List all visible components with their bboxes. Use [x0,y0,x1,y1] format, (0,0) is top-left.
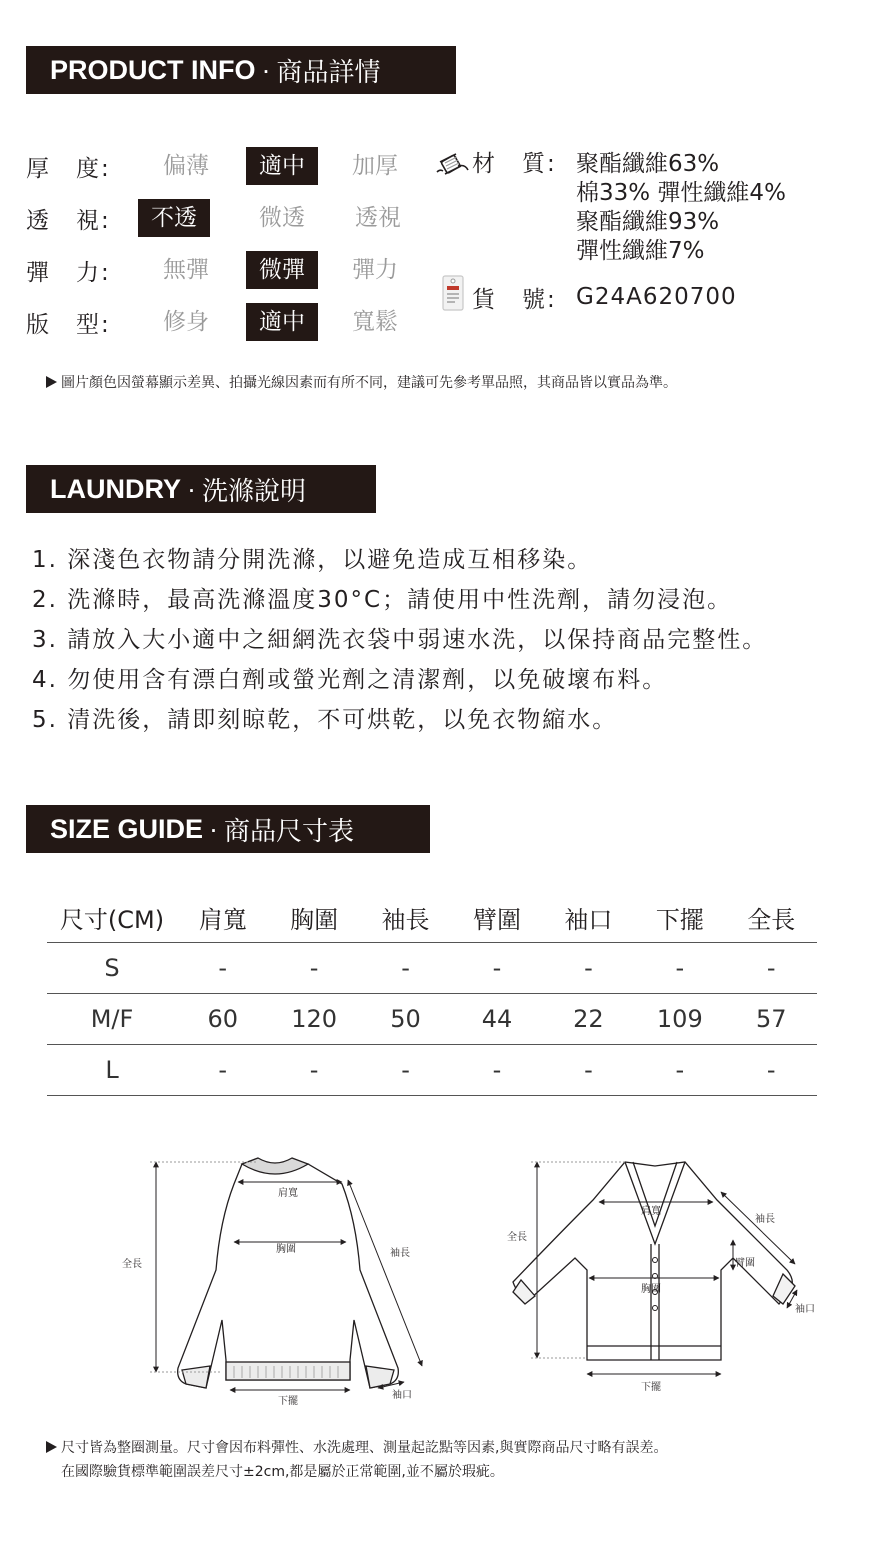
laundry-header-zh: 洗滌說明 [202,476,307,507]
sku-value: G24A620700 [576,284,737,310]
laundry-item: 3. 請放入大小適中之細網洗衣袋中弱速水洗，以保持商品完整性。 [32,627,768,653]
length-label: 全長 [507,1232,527,1243]
size-note-line: 尺寸皆為整圈測量。尺寸會因布料彈性、水洗處理、測量起訖點等因素,與實際商品尺寸略有誤差。 [61,1440,668,1456]
sleeve-label: 袖長 [755,1214,775,1225]
size-cell: - [543,1044,634,1095]
size-cell: - [543,942,634,993]
laundry-list [32,540,767,740]
length-label: 全長 [122,1259,142,1270]
size-table-header-row [47,893,817,942]
size-cell: 50 [360,993,451,1044]
triangle-bullet-icon [46,376,57,388]
size-table [47,893,817,1096]
size-cell: - [360,1044,451,1095]
attr-option: 寬鬆 [352,309,398,335]
chest-label: 胸圍 [641,1284,661,1295]
product-info-header [26,46,456,94]
header-separator: · [187,473,196,504]
product-info-header-en: PRODUCT INFO [50,54,256,85]
laundry-item: 2. 洗滌時，最高洗滌溫度30°C；請使用中性洗劑，請勿浸泡。 [32,587,733,613]
material-label: 材 質: [472,151,557,177]
size-note-line: 在國際驗貨標準範圍誤差尺寸±2cm,都是屬於正常範圍,並不屬於瑕疵。 [61,1464,504,1480]
size-cell: 109 [634,993,725,1044]
size-cell: - [177,1044,268,1095]
size-cell: L [47,1044,177,1095]
size-cell: - [177,942,268,993]
size-cell: S [47,942,177,993]
table-row [47,1044,817,1095]
size-cell: - [726,942,817,993]
sku-label: 貨 號: [472,286,557,313]
attr-option: 彈力 [352,257,398,283]
table-row [47,993,817,1044]
header-separator: · [261,54,271,85]
sleeve-measure-line [348,1180,422,1366]
size-cell: M/F [47,993,177,1044]
size-col-header: 袖長 [360,893,451,942]
attr-row-fit [26,302,420,342]
sleeve-label: 袖長 [390,1248,410,1259]
table-row [47,942,817,993]
size-cell: - [268,1044,359,1095]
material-lines [576,150,836,266]
size-cell: 120 [268,993,359,1044]
material-line: 聚酯纖維93% [576,209,720,235]
size-cell: 44 [451,993,542,1044]
size-cell: - [726,1044,817,1095]
thread-spool-icon [434,152,470,178]
hem-label: 下擺 [641,1382,661,1393]
shoulder-label: 肩寬 [278,1188,298,1199]
laundry-item: 1. 深淺色衣物請分開洗滌，以避免造成互相移染。 [32,547,593,573]
hem-label: 下擺 [278,1396,298,1407]
laundry-item: 5. 清洗後，請即刻晾乾，不可烘乾，以免衣物縮水。 [32,707,618,733]
attr-option-selected: 微彈 [246,251,318,289]
size-cell: 60 [177,993,268,1044]
material-line: 聚酯纖維63% [576,151,720,177]
attr-option-selected: 適中 [246,303,318,341]
size-cell: - [634,1044,725,1095]
size-guide-header [26,805,430,853]
color-disclaimer-note [46,372,677,392]
attr-option: 修身 [163,309,209,335]
color-note-text: 圖片顏色因螢幕顯示差異、拍攝光線因素而有所不同，建議可先參考單品照，其商品皆以實品為準。 [61,375,677,391]
size-col-header: 尺寸(CM) [47,893,177,942]
size-guide-header-en: SIZE GUIDE [50,813,204,844]
attr-option: 透視 [355,205,401,231]
size-cell: 22 [543,993,634,1044]
size-cell: - [451,942,542,993]
cardigan-measurement-diagram [495,1140,835,1420]
attr-option: 偏薄 [163,153,209,179]
sku-row [434,280,737,314]
attr-label: 透 視: [26,207,111,234]
attr-option: 加厚 [352,153,398,179]
size-col-header: 下擺 [634,893,725,942]
cuff-label: 袖口 [392,1390,412,1401]
shoulder-label: 肩寬 [641,1206,661,1217]
material-line: 棉33% 彈性纖維4% [576,180,786,206]
laundry-header [26,465,376,513]
size-cell: - [268,942,359,993]
size-cell: - [360,942,451,993]
size-col-header: 袖口 [543,893,634,942]
attr-label: 厚 度: [26,155,111,182]
attr-row-transparency [26,198,426,238]
attr-row-elasticity [26,250,420,290]
size-col-header: 臂圍 [451,893,542,942]
attr-option: 無彈 [163,257,209,283]
attr-option: 微透 [259,205,305,231]
arm-label: 臂圍 [735,1258,755,1269]
size-col-header: 全長 [726,893,817,942]
product-info-header-zh: 商品詳情 [276,57,381,88]
sweater-measurement-diagram [110,1140,440,1420]
attr-option-selected: 不透 [138,199,210,237]
material-line: 彈性纖維7% [576,238,705,264]
size-col-header: 肩寬 [177,893,268,942]
size-disclaimer-note [46,1436,667,1484]
size-cell: 57 [726,993,817,1044]
attr-label: 版 型: [26,311,111,338]
laundry-header-en: LAUNDRY [50,473,181,504]
size-cell: - [451,1044,542,1095]
size-guide-header-zh: 商品尺寸表 [224,816,355,847]
chest-label: 胸圍 [276,1244,296,1255]
attr-option-selected: 適中 [246,147,318,185]
triangle-bullet-icon [46,1441,57,1453]
sleeve-measure-line [721,1192,795,1264]
attr-row-thickness [26,146,420,186]
size-col-header: 胸圍 [268,893,359,942]
price-tag-icon [440,274,466,314]
size-cell: - [634,942,725,993]
header-separator: · [209,813,219,844]
attr-label: 彈 力: [26,259,111,286]
laundry-item: 4. 勿使用含有漂白劑或螢光劑之清潔劑，以免破壞布料。 [32,667,668,693]
cuff-label: 袖口 [795,1304,815,1315]
